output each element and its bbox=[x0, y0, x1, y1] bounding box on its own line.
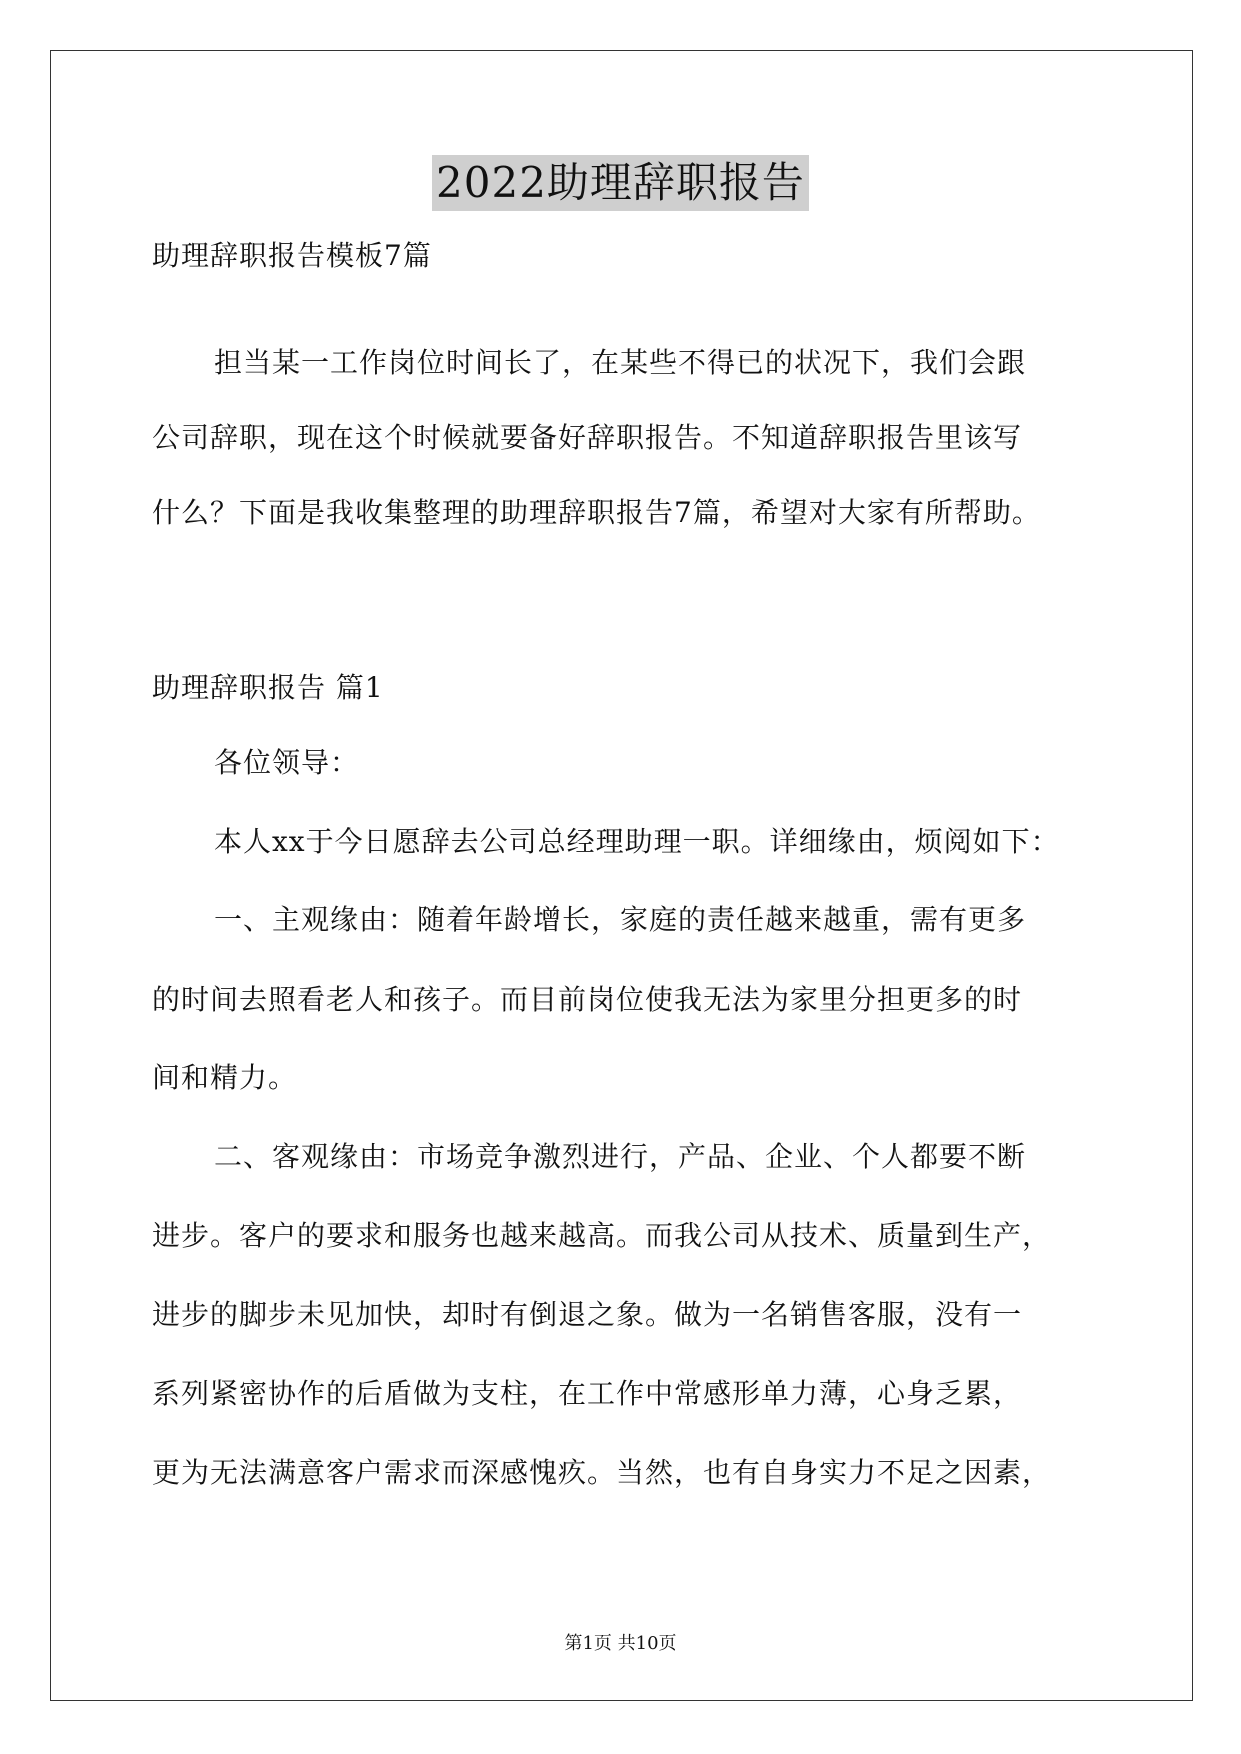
body-line: 间和精力。 bbox=[152, 1061, 298, 1094]
document-title: 2022助理辞职报告 bbox=[432, 155, 809, 211]
section-heading: 助理辞职报告 篇1 bbox=[152, 671, 384, 704]
body-line: 进步的脚步未见加快，却时有倒退之象。做为一名销售客服，没有一 bbox=[152, 1298, 1023, 1331]
body-line: 更为无法满意客户需求而深感愧疚。当然，也有自身实力不足之因素， bbox=[152, 1456, 1052, 1489]
intro-line-3: 什么？下面是我收集整理的助理辞职报告7篇，希望对大家有所帮助。 bbox=[152, 496, 1041, 529]
title-container bbox=[0, 155, 1241, 211]
body-line: 系列紧密协作的后盾做为支柱，在工作中常感形单力薄，心身乏累， bbox=[152, 1377, 1023, 1410]
salutation: 各位领导： bbox=[214, 746, 360, 779]
intro-line-2: 公司辞职，现在这个时候就要备好辞职报告。不知道辞职报告里该写 bbox=[152, 421, 1023, 454]
intro-line-1: 担当某一工作岗位时间长了，在某些不得已的状况下，我们会跟 bbox=[214, 346, 1027, 379]
page-footer: 第1页 共10页 bbox=[564, 1633, 677, 1654]
body-line: 二、客观缘由：市场竞争激烈进行，产品、企业、个人都要不断 bbox=[214, 1140, 1027, 1173]
body-line: 本人xx于今日愿辞去公司总经理助理一职。详细缘由，烦阅如下： bbox=[214, 825, 1060, 858]
body-line: 一、主观缘由：随着年龄增长，家庭的责任越来越重，需有更多 bbox=[214, 903, 1027, 936]
body-line: 进步。客户的要求和服务也越来越高。而我公司从技术、质量到生产， bbox=[152, 1219, 1052, 1252]
document-subtitle: 助理辞职报告模板7篇 bbox=[152, 239, 432, 272]
body-line: 的时间去照看老人和孩子。而目前岗位使我无法为家里分担更多的时 bbox=[152, 983, 1023, 1016]
